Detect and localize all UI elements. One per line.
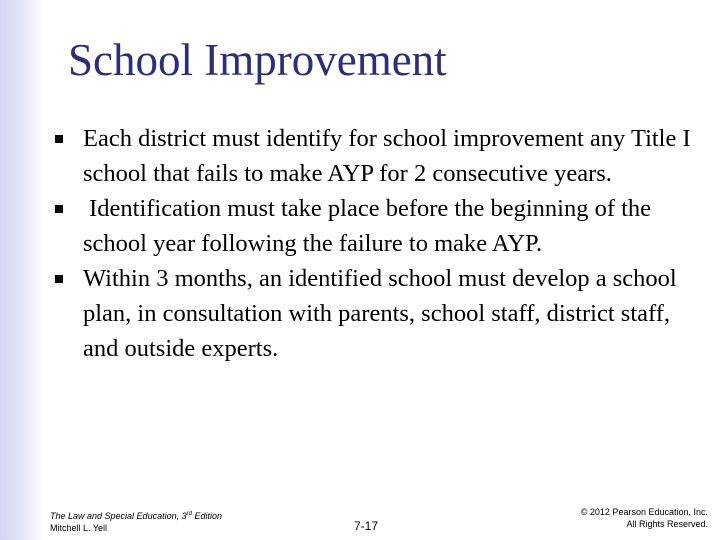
- slide-title: School Improvement: [68, 35, 447, 85]
- bullet-text: Identification must take place before the beginning of the school year following the failure to make AYP.: [83, 195, 658, 257]
- footer-book-info: [50, 508, 222, 534]
- footer-book-title: The Law and Special Education, 3rd Edition: [50, 511, 222, 521]
- bullet-text: Each district must identify for school improvement any Title I school that fails to make AYP for 2 consecutive years.: [83, 125, 691, 187]
- footer-author: Mitchell L. Yell: [50, 523, 108, 533]
- square-bullet-icon: [55, 275, 63, 283]
- slide-side-band: [0, 0, 44, 540]
- footer-page-number: 7-17: [354, 519, 379, 533]
- bullet-text: Within 3 months, an identified school must develop a school plan, in consultation with parents, school staff, district staff, and outside experts.: [83, 265, 677, 362]
- square-bullet-icon: [55, 135, 63, 143]
- bullet-item: [50, 191, 710, 261]
- bullet-list: [50, 121, 710, 366]
- footer-copyright: [581, 506, 708, 530]
- footer-rights-line: All Rights Reserved.: [626, 519, 708, 529]
- bullet-item: [50, 261, 710, 366]
- square-bullet-icon: [55, 205, 63, 213]
- bullet-item: [50, 121, 710, 191]
- footer-copyright-line: © 2012 Pearson Education, Inc.: [580, 507, 708, 517]
